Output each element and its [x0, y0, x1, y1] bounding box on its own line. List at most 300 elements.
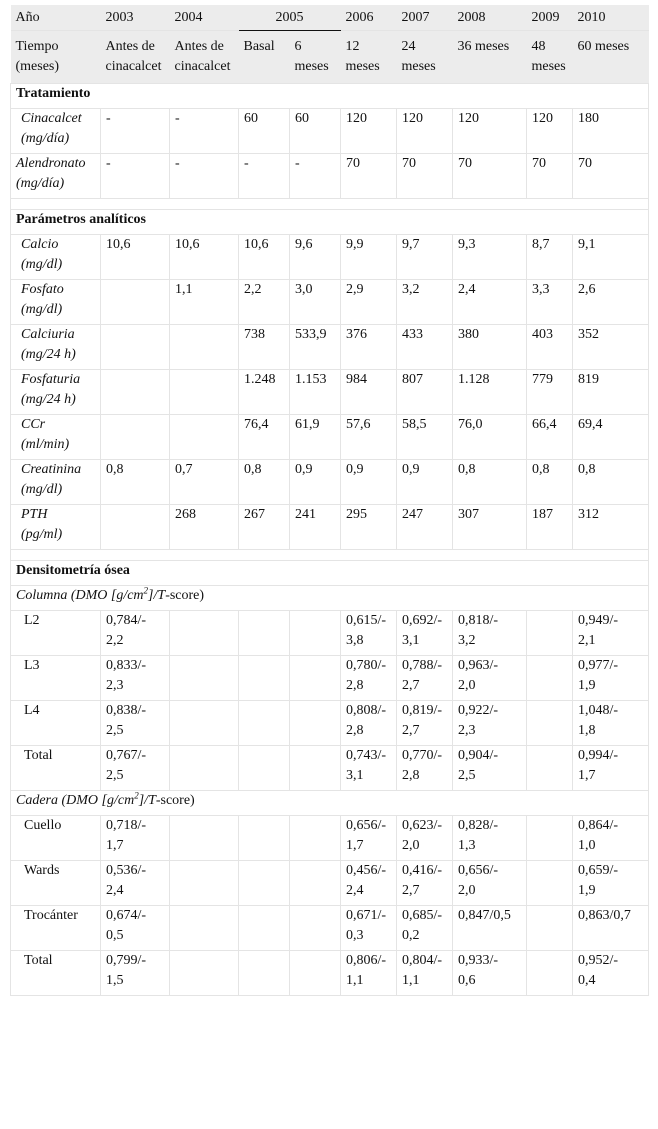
- header-time-row: [11, 31, 649, 84]
- cell-value: 0,656/- 2,0: [458, 863, 499, 898]
- section-parametros: [11, 210, 649, 235]
- table-cell: [527, 951, 573, 996]
- table-cell: [341, 701, 397, 746]
- table-cell: [290, 460, 341, 505]
- cell-value: 1.153: [295, 372, 327, 387]
- cell-value: 0,828/- 1,3: [458, 818, 499, 853]
- table-cell: [341, 611, 397, 656]
- table-body: [11, 84, 649, 996]
- table-cell: [573, 701, 649, 746]
- table-cell: [101, 505, 170, 550]
- table-cell: [170, 154, 239, 199]
- table-cell: [170, 235, 239, 280]
- cell-value: 0,536/- 2,4: [106, 863, 147, 898]
- cell-value: 0,456/- 2,4: [346, 863, 387, 898]
- table-cell: [453, 656, 527, 701]
- table-cell: [453, 280, 527, 325]
- table-cell: [101, 861, 170, 906]
- table-cell: [101, 460, 170, 505]
- table-cell: [101, 109, 170, 154]
- row-label-cell: [11, 235, 101, 280]
- cell-value: 352: [578, 327, 599, 342]
- table-cell: [573, 861, 649, 906]
- cell-value: 779: [532, 372, 553, 387]
- cell-value: 69,4: [578, 417, 603, 432]
- table-cell: [290, 370, 341, 415]
- table-cell: [527, 109, 573, 154]
- table-cell: [397, 109, 453, 154]
- table-row: [11, 235, 649, 280]
- cell-value: 0,804/- 1,1: [402, 953, 443, 988]
- table-cell: [341, 746, 397, 791]
- table-cell: [527, 611, 573, 656]
- cell-value: 0,770/- 2,8: [402, 748, 443, 783]
- table-cell: [527, 816, 573, 861]
- cell-value: 0,799/- 1,5: [106, 953, 147, 988]
- table-cell: [573, 415, 649, 460]
- table-cell: [527, 325, 573, 370]
- table-cell: [290, 154, 341, 199]
- header-year-2004: 2004: [170, 5, 239, 31]
- header-time-text: Antes de cinacalcet: [105, 39, 162, 74]
- cell-value: 9,9: [346, 237, 364, 252]
- cell-value: -: [295, 156, 300, 171]
- subsection-columna: [11, 586, 649, 611]
- header-time-cell: [290, 31, 341, 84]
- cell-value: 0,9: [346, 462, 364, 477]
- header-time-cell: [170, 31, 239, 84]
- cell-value: 0,933/- 0,6: [458, 953, 499, 988]
- cell-value: -: [106, 111, 111, 126]
- row-label-cell: [11, 370, 101, 415]
- header-time-cell: [101, 31, 170, 84]
- table-cell: [453, 415, 527, 460]
- table-row: [11, 154, 649, 199]
- cell-value: 0,671/- 0,3: [346, 908, 387, 943]
- cell-value: 0,922/- 2,3: [458, 703, 499, 738]
- row-label-cell: [11, 701, 101, 746]
- header-time-text: Tiempo (meses): [15, 39, 60, 74]
- row-label: PTH (pg/ml): [21, 507, 63, 542]
- cell-value: 0,416/- 2,7: [402, 863, 443, 898]
- table-cell: [170, 861, 239, 906]
- table-cell: [453, 611, 527, 656]
- cell-value: 8,7: [532, 237, 550, 252]
- table-cell: [453, 701, 527, 746]
- cell-value: 0,784/- 2,2: [106, 613, 147, 648]
- table-cell: [290, 656, 341, 701]
- cell-value: 0,963/- 2,0: [458, 658, 499, 693]
- row-label: Calcio (mg/dl): [21, 237, 63, 272]
- table-cell: [527, 906, 573, 951]
- table-cell: [341, 951, 397, 996]
- table-cell: [341, 861, 397, 906]
- spacer-row: [11, 199, 649, 210]
- table-cell: [573, 656, 649, 701]
- cell-value: 241: [295, 507, 316, 522]
- row-label-cell: [11, 154, 101, 199]
- table-cell: [527, 861, 573, 906]
- row-label: L3: [24, 658, 40, 673]
- table-cell: [453, 460, 527, 505]
- cell-value: 247: [402, 507, 423, 522]
- table-cell: [341, 235, 397, 280]
- cell-value: 0,977/- 1,9: [578, 658, 619, 693]
- row-label: L4: [24, 703, 40, 718]
- table-cell: [170, 951, 239, 996]
- cell-value: 70: [402, 156, 416, 171]
- header-time-cell: [527, 31, 573, 84]
- cell-value: 0,863/0,7: [578, 908, 631, 923]
- table-cell: [239, 656, 290, 701]
- cell-value: 307: [458, 507, 479, 522]
- table-cell: [341, 460, 397, 505]
- cell-value: 0,692/- 3,1: [402, 613, 443, 648]
- table-cell: [453, 235, 527, 280]
- header-year-2003: 2003: [101, 5, 170, 31]
- table-cell: [573, 280, 649, 325]
- table-cell: [290, 701, 341, 746]
- cell-value: 380: [458, 327, 479, 342]
- cell-value: -: [175, 111, 180, 126]
- cell-value: 0,615/- 3,8: [346, 613, 387, 648]
- cell-value: 180: [578, 111, 599, 126]
- table-cell: [397, 325, 453, 370]
- table-cell: [341, 154, 397, 199]
- cell-value: 70: [346, 156, 360, 171]
- cell-value: 10,6: [106, 237, 131, 252]
- header-time-text: 6 meses: [294, 39, 329, 74]
- table-cell: [397, 505, 453, 550]
- section-title: Densitometría ósea: [11, 561, 649, 586]
- row-label: Fosfaturia (mg/24 h): [21, 372, 81, 407]
- table-cell: [453, 325, 527, 370]
- table-cell: [397, 701, 453, 746]
- cell-value: 819: [578, 372, 599, 387]
- row-label-cell: [11, 861, 101, 906]
- cell-value: 58,5: [402, 417, 427, 432]
- cell-value: 1.128: [458, 372, 490, 387]
- table-row: [11, 611, 649, 656]
- cell-value: 9,7: [402, 237, 420, 252]
- table-cell: [397, 415, 453, 460]
- table-cell: [290, 415, 341, 460]
- table-cell: [101, 611, 170, 656]
- cell-value: 0,8: [532, 462, 550, 477]
- table-cell: [290, 611, 341, 656]
- table-cell: [397, 280, 453, 325]
- cell-value: 9,6: [295, 237, 313, 252]
- cell-value: 0,788/- 2,7: [402, 658, 443, 693]
- table-cell: [453, 370, 527, 415]
- table-row: [11, 325, 649, 370]
- cell-value: 120: [402, 111, 423, 126]
- table-cell: [101, 154, 170, 199]
- cell-value: 3,3: [532, 282, 550, 297]
- cell-value: 3,0: [295, 282, 313, 297]
- row-label-cell: [11, 656, 101, 701]
- table-cell: [239, 906, 290, 951]
- table-cell: [239, 109, 290, 154]
- table-cell: [573, 109, 649, 154]
- header-time-text: 12 meses: [345, 39, 380, 74]
- header-year-2009: 2009: [527, 5, 573, 31]
- cell-value: -: [106, 156, 111, 171]
- table-cell: [573, 816, 649, 861]
- row-label-cell: [11, 109, 101, 154]
- header-time-text: 24 meses: [401, 39, 436, 74]
- cell-value: 60: [244, 111, 258, 126]
- table-cell: [397, 611, 453, 656]
- table-cell: [239, 325, 290, 370]
- table-row: [11, 816, 649, 861]
- table-cell: [397, 951, 453, 996]
- table-cell: [170, 460, 239, 505]
- table-cell: [573, 951, 649, 996]
- cell-value: 120: [532, 111, 553, 126]
- header-time-cell: [341, 31, 397, 84]
- table-cell: [290, 816, 341, 861]
- table-cell: [397, 861, 453, 906]
- table-cell: [453, 951, 527, 996]
- cell-value: 0,685/- 0,2: [402, 908, 443, 943]
- cell-value: 2,4: [458, 282, 476, 297]
- cell-value: 0,949/- 2,1: [578, 613, 619, 648]
- table-cell: [573, 505, 649, 550]
- table-cell: [453, 154, 527, 199]
- cell-value: 0,767/- 2,5: [106, 748, 147, 783]
- table-cell: [527, 505, 573, 550]
- table-cell: [341, 370, 397, 415]
- cell-value: 0,7: [175, 462, 193, 477]
- cell-value: 10,6: [175, 237, 200, 252]
- cell-value: 187: [532, 507, 553, 522]
- header-time-cell: [573, 31, 649, 84]
- table-cell: [170, 505, 239, 550]
- row-label-cell: [11, 611, 101, 656]
- table-cell: [239, 861, 290, 906]
- cell-value: 0,838/- 2,5: [106, 703, 147, 738]
- table-cell: [239, 951, 290, 996]
- subsection-title: Columna (DMO $[g/cm^2]/T-score$): [11, 586, 649, 611]
- cell-value: 2,2: [244, 282, 262, 297]
- table-cell: [170, 325, 239, 370]
- table-cell: [239, 701, 290, 746]
- subsection-title: Cadera (DMO $[g/cm^2]/T-score$): [11, 791, 649, 816]
- header-time-cell: [453, 31, 527, 84]
- row-label-cell: [11, 816, 101, 861]
- cell-value: 0,9: [295, 462, 313, 477]
- cell-value: 76,4: [244, 417, 269, 432]
- cell-value: 10,6: [244, 237, 269, 252]
- clinical-data-table: [10, 5, 649, 996]
- cell-value: 57,6: [346, 417, 371, 432]
- cell-value: 0,806/- 1,1: [346, 953, 387, 988]
- cell-value: 0,674/- 0,5: [106, 908, 147, 943]
- cell-value: 9,3: [458, 237, 476, 252]
- table-cell: [341, 280, 397, 325]
- header-time-text: 60 meses: [577, 39, 630, 54]
- cell-value: 0,743/- 3,1: [346, 748, 387, 783]
- header-time-cell: [11, 31, 101, 84]
- table-cell: [239, 370, 290, 415]
- spacer-row: [11, 550, 649, 561]
- table-cell: [239, 235, 290, 280]
- cell-value: 61,9: [295, 417, 320, 432]
- row-label-cell: [11, 325, 101, 370]
- table-cell: [170, 656, 239, 701]
- header-year-row: [11, 5, 649, 31]
- row-label: Alendronato (mg/día): [16, 156, 86, 191]
- table-row: [11, 906, 649, 951]
- table-cell: [573, 325, 649, 370]
- table-cell: [453, 109, 527, 154]
- table-cell: [573, 154, 649, 199]
- header-year-2006: 2006: [341, 5, 397, 31]
- table-cell: [239, 746, 290, 791]
- cell-value: 0,8: [244, 462, 262, 477]
- cell-value: 9,1: [578, 237, 596, 252]
- cell-value: 0,718/- 1,7: [106, 818, 147, 853]
- cell-value: 66,4: [532, 417, 557, 432]
- table-cell: [239, 816, 290, 861]
- header-time-text: 48 meses: [531, 39, 566, 74]
- table-cell: [341, 816, 397, 861]
- table-cell: [170, 816, 239, 861]
- table-cell: [527, 460, 573, 505]
- table-cell: [170, 280, 239, 325]
- table-cell: [290, 505, 341, 550]
- table-cell: [239, 460, 290, 505]
- header-year-2007: 2007: [397, 5, 453, 31]
- table-row: [11, 656, 649, 701]
- table-cell: [397, 746, 453, 791]
- table-cell: [453, 816, 527, 861]
- table-cell: [573, 460, 649, 505]
- table-cell: [101, 746, 170, 791]
- table-cell: [170, 109, 239, 154]
- section-title: Tratamiento: [11, 84, 649, 109]
- table-cell: [101, 280, 170, 325]
- cell-value: 1.248: [244, 372, 276, 387]
- header-year-2005: 2005: [239, 5, 341, 31]
- cell-value: 0,864/- 1,0: [578, 818, 619, 853]
- header-time-text: Basal: [243, 39, 275, 54]
- table-row: [11, 951, 649, 996]
- row-label: Creatinina (mg/dl): [21, 462, 82, 497]
- table-cell: [527, 154, 573, 199]
- table-cell: [101, 906, 170, 951]
- table-cell: [341, 656, 397, 701]
- header-year-2010: 2010: [573, 5, 649, 31]
- cell-value: 0,833/- 2,3: [106, 658, 147, 693]
- row-label-cell: [11, 460, 101, 505]
- row-label-cell: [11, 280, 101, 325]
- cell-value: 0,780/- 2,8: [346, 658, 387, 693]
- table-cell: [397, 235, 453, 280]
- table-cell: [397, 906, 453, 951]
- table-row: [11, 415, 649, 460]
- table-cell: [170, 701, 239, 746]
- table-row: [11, 109, 649, 154]
- table-cell: [573, 906, 649, 951]
- row-label: Cuello: [24, 818, 62, 833]
- table-cell: [101, 370, 170, 415]
- table-cell: [397, 460, 453, 505]
- row-label-cell: [11, 951, 101, 996]
- cell-value: 3,2: [402, 282, 420, 297]
- cell-value: 984: [346, 372, 367, 387]
- table-row: [11, 280, 649, 325]
- table-cell: [101, 415, 170, 460]
- table-cell: [101, 816, 170, 861]
- table-cell: [341, 109, 397, 154]
- row-label: L2: [24, 613, 40, 628]
- cell-value: 0,8: [458, 462, 476, 477]
- table-row: [11, 370, 649, 415]
- table-header: [11, 5, 649, 84]
- cell-value: 268: [175, 507, 196, 522]
- cell-value: 533,9: [295, 327, 327, 342]
- cell-value: 0,623/- 2,0: [402, 818, 443, 853]
- row-label: CCr (ml/min): [21, 417, 70, 452]
- header-time-cell: [239, 31, 290, 84]
- cell-value: 120: [346, 111, 367, 126]
- header-year-label: Año: [11, 5, 101, 31]
- table-cell: [290, 280, 341, 325]
- table-row: [11, 746, 649, 791]
- section-tratamiento: [11, 84, 649, 109]
- cell-value: 0,952/- 0,4: [578, 953, 619, 988]
- table-cell: [397, 816, 453, 861]
- row-label: Fosfato (mg/dl): [21, 282, 64, 317]
- row-label: Trocánter: [24, 908, 78, 923]
- table-cell: [527, 656, 573, 701]
- table-cell: [290, 109, 341, 154]
- table-cell: [527, 701, 573, 746]
- table-cell: [290, 951, 341, 996]
- cell-value: 433: [402, 327, 423, 342]
- table-cell: [170, 906, 239, 951]
- row-label: Total: [24, 748, 53, 763]
- cell-value: 0,9: [402, 462, 420, 477]
- cell-value: 70: [532, 156, 546, 171]
- header-time-cell: [397, 31, 453, 84]
- row-label: Wards: [24, 863, 60, 878]
- table-cell: [290, 325, 341, 370]
- cell-value: 0,994/- 1,7: [578, 748, 619, 783]
- table-row: [11, 460, 649, 505]
- table-row: [11, 701, 649, 746]
- cell-value: 1,1: [175, 282, 193, 297]
- table-row: [11, 505, 649, 550]
- table-row: [11, 861, 649, 906]
- cell-value: 0,819/- 2,7: [402, 703, 443, 738]
- cell-value: 2,6: [578, 282, 596, 297]
- table-cell: [290, 746, 341, 791]
- table-cell: [170, 611, 239, 656]
- cell-value: 0,818/- 3,2: [458, 613, 499, 648]
- cell-value: -: [244, 156, 249, 171]
- row-label-cell: [11, 415, 101, 460]
- row-label-cell: [11, 746, 101, 791]
- table-cell: [101, 701, 170, 746]
- table-cell: [527, 370, 573, 415]
- row-label-cell: [11, 906, 101, 951]
- cell-value: 0,808/- 2,8: [346, 703, 387, 738]
- table-cell: [527, 415, 573, 460]
- cell-value: 267: [244, 507, 265, 522]
